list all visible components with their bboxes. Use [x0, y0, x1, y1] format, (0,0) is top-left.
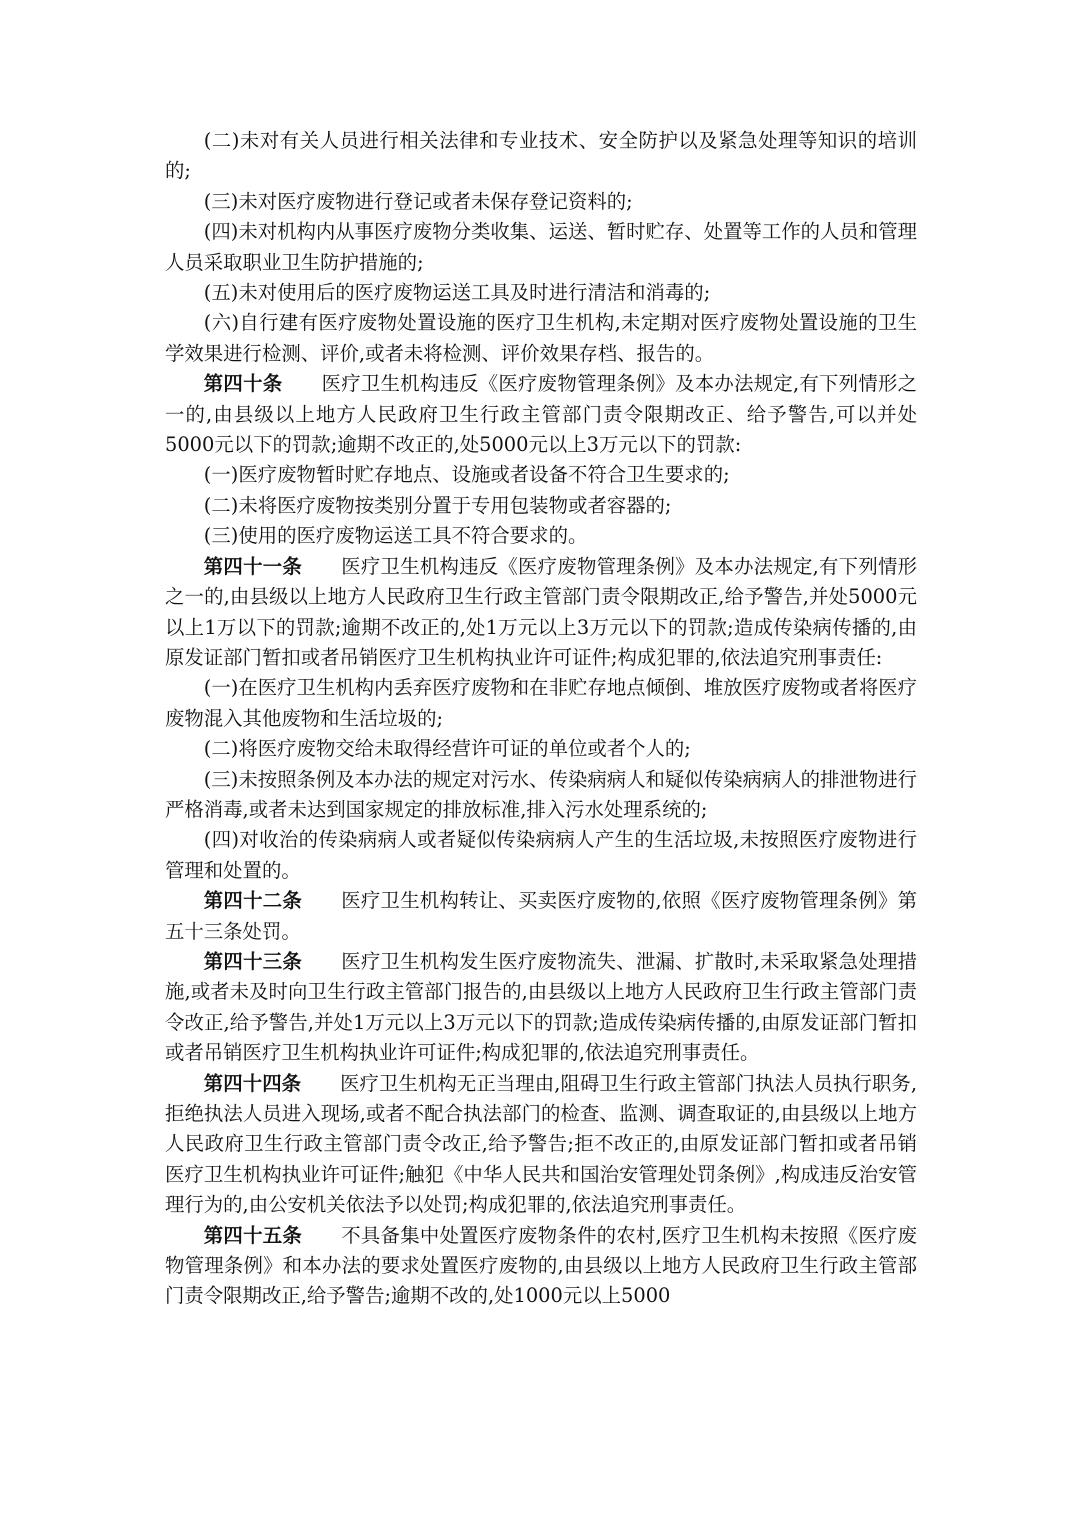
paragraph-text: (一)医疗废物暂时贮存地点、设施或者设备不符合卫生要求的; — [203, 463, 730, 487]
paragraph-text: 医疗卫生机构违反《医疗废物管理条例》及本办法规定,有下列情形之一的,由县级以上地方人民政府卫生行政主管部门责令限期改正、给予警告,可以并处5000元以下的罚款;逾期不改正的,处5000元以上3万元以下的罚款: — [165, 372, 917, 457]
paragraph-text: 医疗卫生机构无正当理由,阻碍卫生行政主管部门执法人员执行职务,拒绝执法人员进入现场,或者不配合执法部门的检查、监测、调查取证的,由县级以上地方人民政府卫生行政主管部门责令改正,给予警告;拒不改正的,由原发证部门暂扣或者吊销医疗卫生机构执业许可证件;触犯《中华人民共和国治安管理处罚条例》,构成违反治安管理行为的,由公安机关依法予以处罚;构成犯罪的,依法追究刑事责任。 — [165, 1071, 918, 1217]
paragraph-text: (三)使用的医疗废物运送工具不符合要求的。 — [203, 524, 588, 548]
article-gap — [302, 555, 341, 578]
article-gap — [302, 889, 341, 912]
article-heading: 第四十四条 — [203, 1071, 302, 1095]
clause-paragraph — [165, 187, 917, 217]
article-paragraph — [165, 886, 917, 947]
paragraph-text: 不具备集中处置医疗废物条件的农村,医疗卫生机构未按照《医疗废物管理条例》和本办法的要求处置医疗废物的,由县级以上地方人民政府卫生行政主管部门责令限期改正,给予警告;逾期不改的,处1000元以上5000 — [165, 1223, 917, 1308]
article-gap — [302, 950, 341, 973]
paragraph-text: (六)自行建有医疗废物处置设施的医疗卫生机构,未定期对医疗废物处置设施的卫生学效果进行检测、评价,或者未将检测、评价效果存档、报告的。 — [165, 311, 917, 365]
article-heading: 第四十条 — [203, 372, 283, 396]
clause-paragraph — [165, 521, 917, 551]
paragraph-text: (一)在医疗卫生机构内丢弃医疗废物和在非贮存地点倾倒、堆放医疗废物或者将医疗废物混入其他废物和生活垃圾的; — [165, 676, 917, 730]
paragraph-text: 医疗卫生机构违反《医疗废物管理条例》及本办法规定,有下列情形之一的,由县级以上地方人民政府卫生行政主管部门责令限期改正,给予警告,并处5000元以上1万以下的罚款;逾期不改正的,处1万元以上3万元以下的罚款;造成传染病传播的,由原发证部门暂扣或者吊销医疗卫生机构执业许可证件;构成犯罪的,依法追究刑事责任: — [165, 554, 917, 669]
article-paragraph — [165, 947, 917, 1069]
clause-paragraph — [165, 126, 917, 187]
article-heading: 第四十一条 — [203, 554, 302, 578]
article-paragraph — [165, 1069, 917, 1221]
clause-paragraph — [165, 460, 917, 490]
clause-paragraph — [165, 734, 917, 764]
article-heading: 第四十五条 — [203, 1223, 302, 1247]
article-paragraph — [165, 1221, 917, 1312]
article-heading: 第四十三条 — [203, 949, 302, 973]
paragraph-text: (二)未将医疗废物按类别分置于专用包装物或者容器的; — [203, 493, 672, 517]
paragraph-text: (四)未对机构内从事医疗废物分类收集、运送、暂时贮存、处置等工作的人员和管理人员采取职业卫生防护措施的; — [165, 220, 917, 274]
clause-paragraph — [165, 765, 917, 826]
clause-paragraph — [165, 278, 917, 308]
clause-paragraph — [165, 491, 917, 521]
article-gap — [282, 372, 321, 395]
paragraph-text: (四)对收治的传染病病人或者疑似传染病病人产生的生活垃圾,未按照医疗废物进行管理和处置的。 — [165, 828, 917, 882]
article-heading: 第四十二条 — [203, 889, 302, 913]
paragraph-text: (三)未对医疗废物进行登记或者未保存登记资料的; — [203, 189, 633, 213]
clause-paragraph — [165, 308, 917, 369]
article-paragraph — [165, 552, 917, 674]
paragraph-text: (三)未按照条例及本办法的规定对污水、传染病病人和疑似传染病病人的排泄物进行严格消毒,或者未达到国家规定的排放标准,排入污水处理系统的; — [165, 767, 917, 821]
clause-paragraph — [165, 825, 917, 886]
document-page — [165, 126, 917, 1312]
paragraph-text: (二)将医疗废物交给未取得经营许可证的单位或者个人的; — [203, 737, 691, 761]
paragraph-text: (二)未对有关人员进行相关法律和专业技术、安全防护以及紧急处理等知识的培训的; — [165, 129, 917, 183]
article-paragraph — [165, 369, 917, 460]
clause-paragraph — [165, 217, 917, 278]
paragraph-text: 医疗卫生机构发生医疗废物流失、泄漏、扩散时,未采取紧急处理措施,或者未及时向卫生行政主管部门报告的,由县级以上地方人民政府卫生行政主管部门责令改正,给予警告,并处1万元以上3万元以下的罚款;造成传染病传播的,由原发证部门暂扣或者吊销医疗卫生机构执业许可证件;构成犯罪的,依法追究刑事责任。 — [165, 949, 917, 1065]
paragraph-text: (五)未对使用后的医疗废物运送工具及时进行清洁和消毒的; — [203, 281, 711, 305]
article-gap — [301, 1072, 340, 1095]
paragraph-text: 医疗卫生机构转让、买卖医疗废物的,依照《医疗废物管理条例》第五十三条处罚。 — [165, 889, 917, 943]
clause-paragraph — [165, 673, 917, 734]
article-gap — [302, 1224, 341, 1247]
